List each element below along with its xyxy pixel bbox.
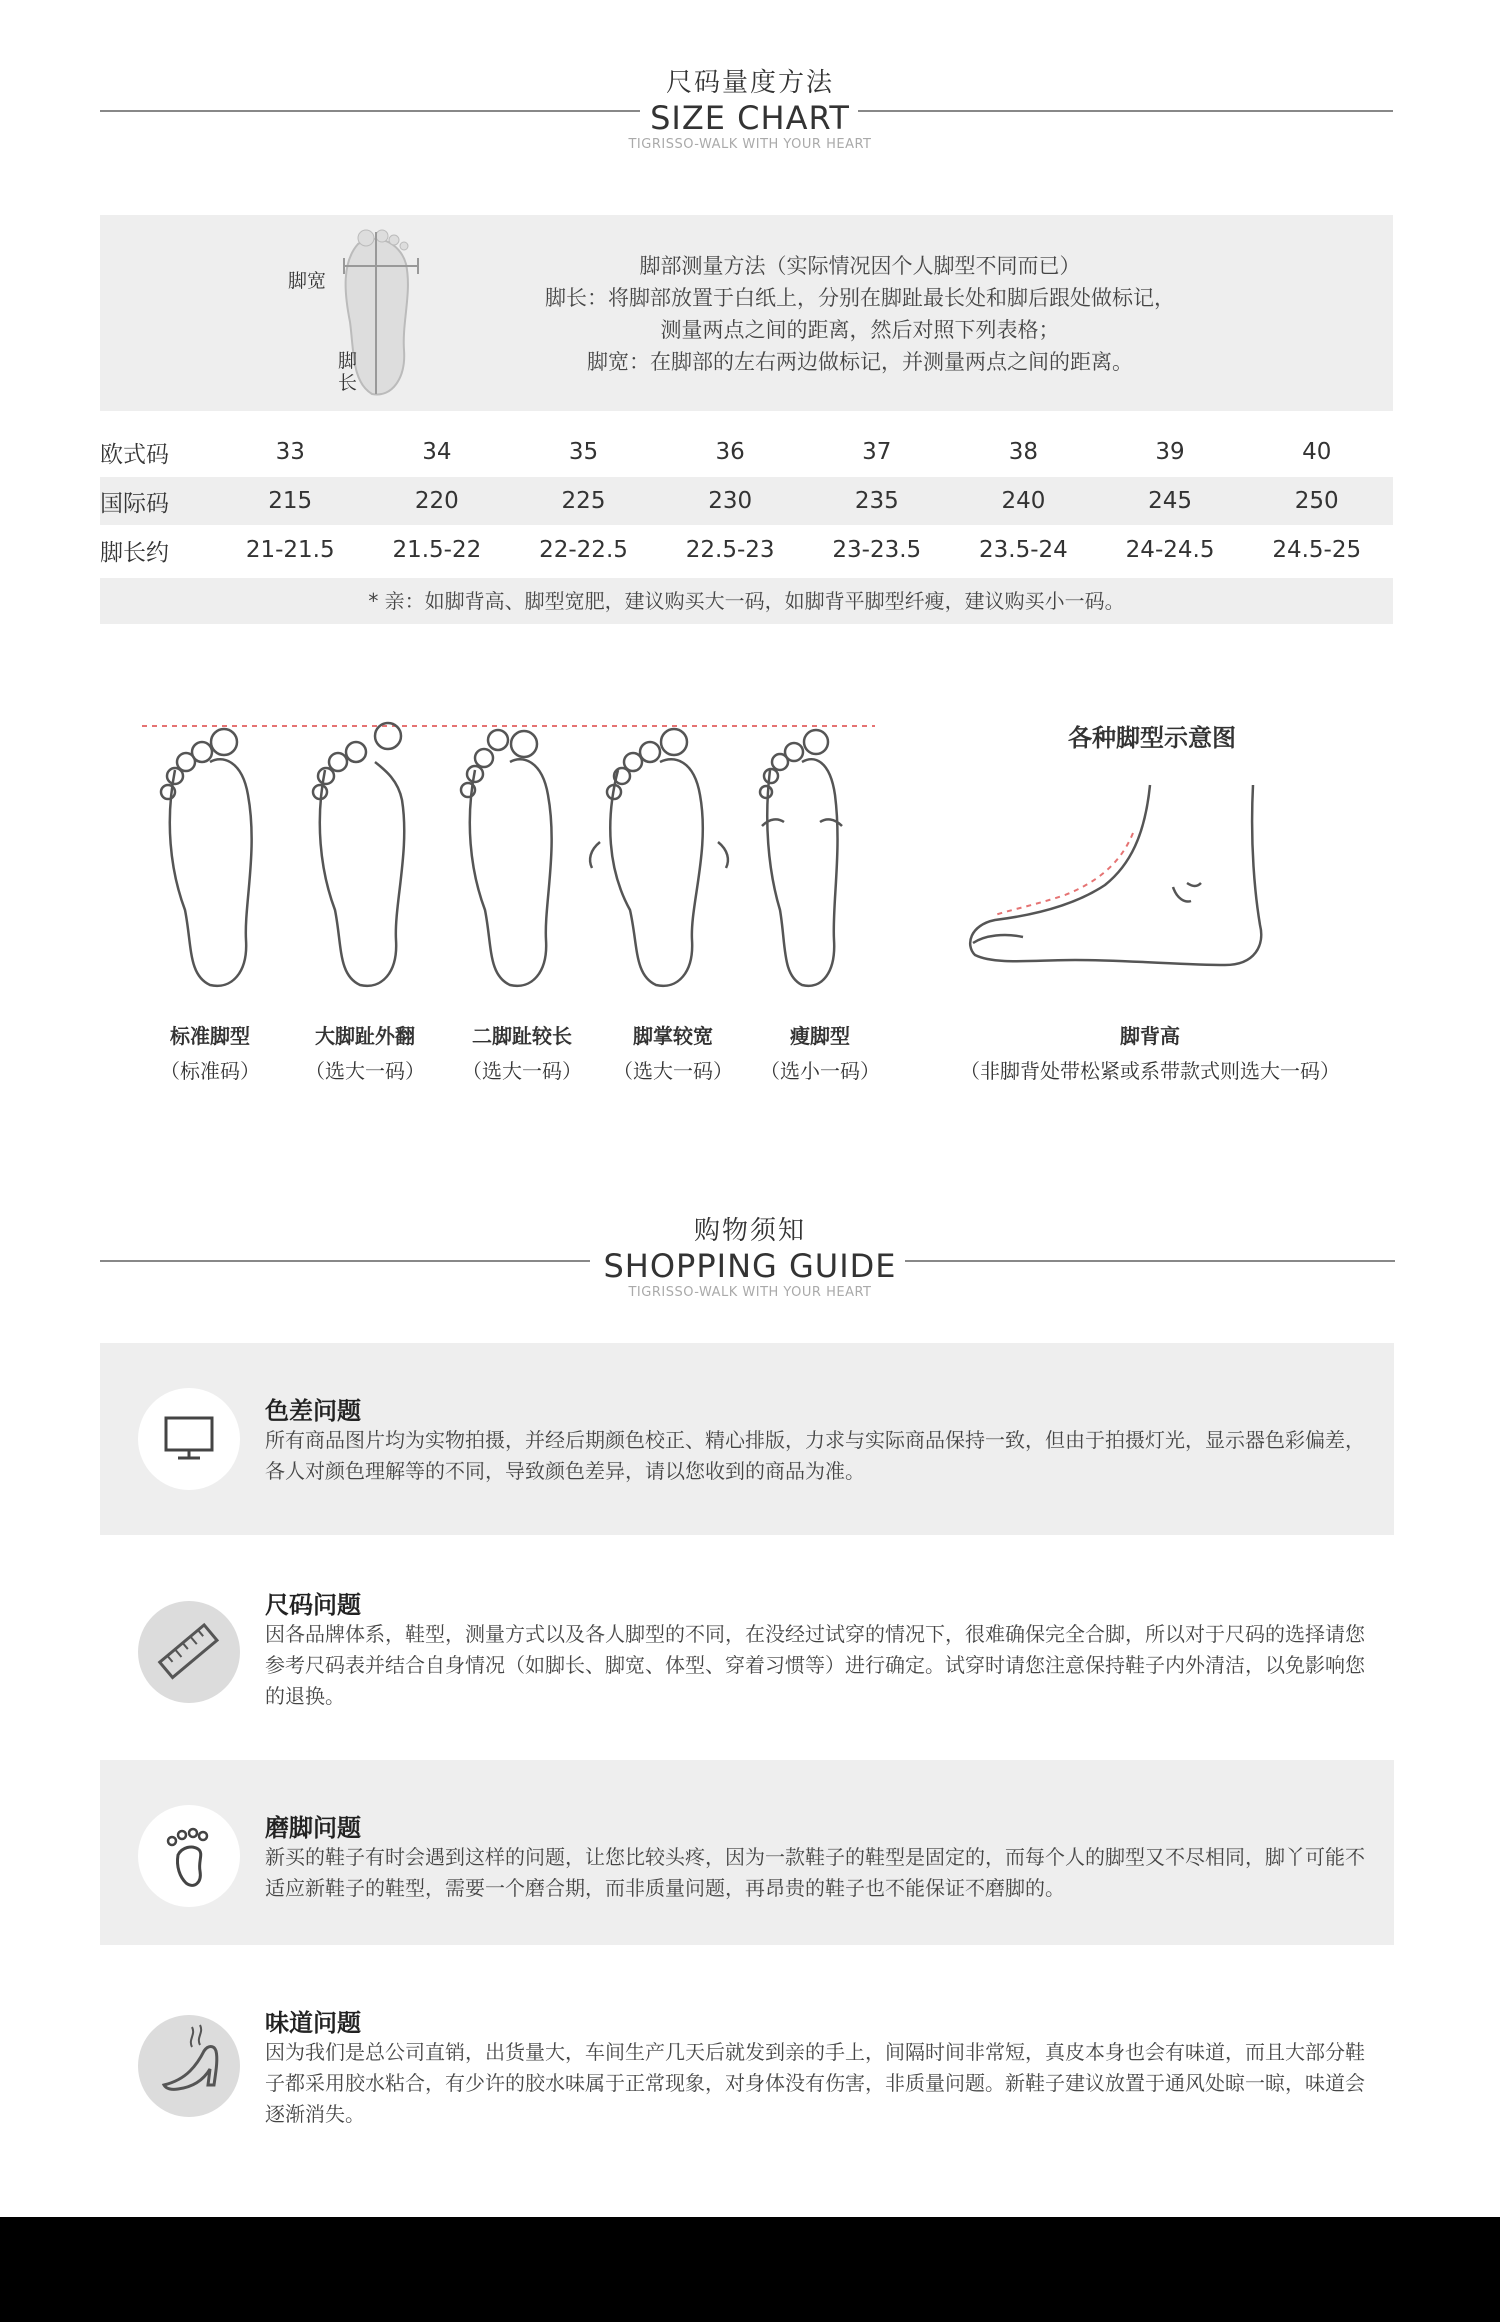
table-cell: 35 <box>568 439 599 465</box>
table-row <box>100 428 1390 476</box>
table-cell: 40 <box>1302 439 1332 465</box>
guide-icon-circle <box>138 2015 240 2117</box>
foot-type-caption <box>598 1020 748 1084</box>
table-cell: 235 <box>854 488 899 514</box>
table-cell: 225 <box>561 488 606 514</box>
table-cell: 34 <box>422 439 452 465</box>
foot-diagram-icon <box>280 222 460 402</box>
guide-icon-circle <box>138 1601 240 1703</box>
table-row <box>100 526 1390 574</box>
guide-item-title: 磨脚问题 <box>265 1814 361 1842</box>
foot-type-advice: （标准码） <box>160 1059 260 1083</box>
divider-left <box>100 1260 590 1262</box>
row-label: 脚长约 <box>100 539 169 566</box>
shopping-guide-title-en: SHOPPING GUIDE <box>603 1247 897 1285</box>
divider-right <box>905 1260 1395 1262</box>
table-cell: 22.5-23 <box>685 537 775 563</box>
foot-type-advice: （选大一码） <box>462 1059 582 1083</box>
instep-illustration <box>955 775 1295 990</box>
guide-item <box>100 1760 1394 1945</box>
bottom-band <box>0 2217 1500 2322</box>
instep-advice: （非脚背处带松紧或系带款式则选大一码） <box>960 1059 1340 1083</box>
size-chart-title-en: SIZE CHART <box>650 99 850 137</box>
table-cell: 220 <box>414 488 459 514</box>
row-label: 欧式码 <box>100 441 169 468</box>
guide-item <box>100 1565 1394 1740</box>
foot-type-name: 脚掌较宽 <box>633 1024 713 1048</box>
foot-types-illustration <box>130 700 910 1000</box>
table-cell: 250 <box>1294 488 1339 514</box>
foot-type-name: 标准脚型 <box>170 1024 250 1048</box>
method-line: 脚长：将脚部放置于白纸上，分别在脚趾最长处和脚后跟处做标记， <box>545 286 1175 310</box>
method-line: 测量两点之间的距离，然后对照下列表格； <box>660 318 1060 342</box>
ruler-icon <box>138 1601 240 1703</box>
foot-width-label: 脚宽 <box>288 270 327 292</box>
guide-icon-circle <box>138 1805 240 1907</box>
foot-type-name: 二脚趾较长 <box>472 1024 572 1048</box>
method-line: 脚部测量方法（实际情况因个人脚型不同而已） <box>639 254 1081 278</box>
table-cell: 36 <box>715 439 745 465</box>
guide-item-text: 所有商品图片均为实物拍摄，并经后期颜色校正、精心排版，力求与实际商品保持一致，但由于拍摄灯光，显示器色彩偏差，各人对颜色理解等的不同，导致颜色差异，请以您收到的商品为准。 <box>265 1428 1365 1483</box>
footprint-icon <box>138 1805 240 1907</box>
table-row <box>100 477 1390 525</box>
foot-type-name: 大脚趾外翻 <box>315 1024 415 1048</box>
foot-length-label: 脚长 <box>338 350 358 394</box>
foot-type-advice: （选大一码） <box>305 1059 425 1083</box>
table-cell: 23.5-24 <box>979 537 1068 563</box>
guide-item <box>100 1343 1394 1535</box>
instep-caption <box>925 1020 1375 1084</box>
monitor-icon <box>138 1388 240 1490</box>
size-chart-header <box>0 62 1500 152</box>
table-cell: 24.5-25 <box>1272 537 1362 563</box>
table-cell: 38 <box>1008 439 1039 465</box>
table-cell: 39 <box>1155 439 1185 465</box>
table-cell: 240 <box>1001 488 1046 514</box>
guide-item-title: 尺码问题 <box>265 1591 361 1619</box>
size-chart-subtitle: TIGRISSO-WALK WITH YOUR HEART <box>628 137 872 152</box>
guide-item-title: 色差问题 <box>265 1397 361 1425</box>
divider-right <box>858 110 1393 112</box>
guide-item-text: 因为我们是总公司直销，出货量大，车间生产几天后就发到亲的手上，间隔时间非常短，真皮本身也会有味道，而且大部分鞋子都采用胶水粘合，有少许的胶水味属于正常现象，对身体没有伤害，非质量问题。新鞋子建议放置于通风处晾一晾，味道会逐渐消失。 <box>265 2040 1365 2126</box>
table-cell: 24-24.5 <box>1125 537 1215 563</box>
table-cell: 21.5-22 <box>392 537 482 563</box>
foot-type-advice: （选小一码） <box>760 1059 880 1083</box>
foot-type-caption <box>290 1020 440 1084</box>
foot-type-name: 瘦脚型 <box>790 1024 850 1048</box>
foot-type-caption <box>750 1020 890 1084</box>
row-label: 国际码 <box>100 490 169 517</box>
guide-item <box>100 1975 1394 2155</box>
shopping-guide-subtitle: TIGRISSO-WALK WITH YOUR HEART <box>628 1285 872 1300</box>
measurement-method <box>480 250 1240 378</box>
guide-icon-circle <box>138 1388 240 1490</box>
foot-types-title: 各种脚型示意图 <box>1068 724 1236 752</box>
table-cell: 245 <box>1148 488 1193 514</box>
table-cell: 37 <box>862 439 892 465</box>
instep-name: 脚背高 <box>1120 1024 1180 1048</box>
guide-item-title: 味道问题 <box>265 2009 361 2037</box>
table-cell: 33 <box>275 439 305 465</box>
high-heel-icon <box>138 2015 240 2117</box>
method-line: 脚宽：在脚部的左右两边做标记，并测量两点之间的距离。 <box>587 350 1133 374</box>
table-cell: 23-23.5 <box>832 537 922 563</box>
table-cell: 22-22.5 <box>539 537 628 563</box>
table-cell: 230 <box>708 488 753 514</box>
size-chart-title-cn: 尺码量度方法 <box>665 68 834 98</box>
guide-item-text: 因各品牌体系，鞋型，测量方式以及各人脚型的不同，在没经过试穿的情况下，很难确保完全合脚，所以对于尺码的选择请您参考尺码表并结合自身情况（如脚长、脚宽、体型、穿着习惯等）进行确定。试穿时请您注意保持鞋子内外清洁，以免影响您的退换。 <box>265 1622 1365 1708</box>
foot-type-caption <box>140 1020 280 1084</box>
foot-type-caption <box>447 1020 597 1084</box>
guide-item-text: 新买的鞋子有时会遇到这样的问题，让您比较头疼，因为一款鞋子的鞋型是固定的，而每个人的脚型又不尽相同，脚丫可能不适应新鞋子的鞋型，需要一个磨合期，而非质量问题，再昂贵的鞋子也不能保证不磨脚的。 <box>265 1845 1365 1900</box>
shopping-guide-header <box>0 1210 1500 1300</box>
foot-type-advice: （选大一码） <box>613 1059 733 1083</box>
table-cell: 21-21.5 <box>245 537 335 563</box>
size-note: * 亲：如脚背高、脚型宽肥，建议购买大一码，如脚背平脚型纤瘦，建议购买小一码。 <box>368 589 1125 613</box>
table-cell: 215 <box>268 488 313 514</box>
divider-left <box>100 110 640 112</box>
shopping-guide-title-cn: 购物须知 <box>693 1216 806 1246</box>
